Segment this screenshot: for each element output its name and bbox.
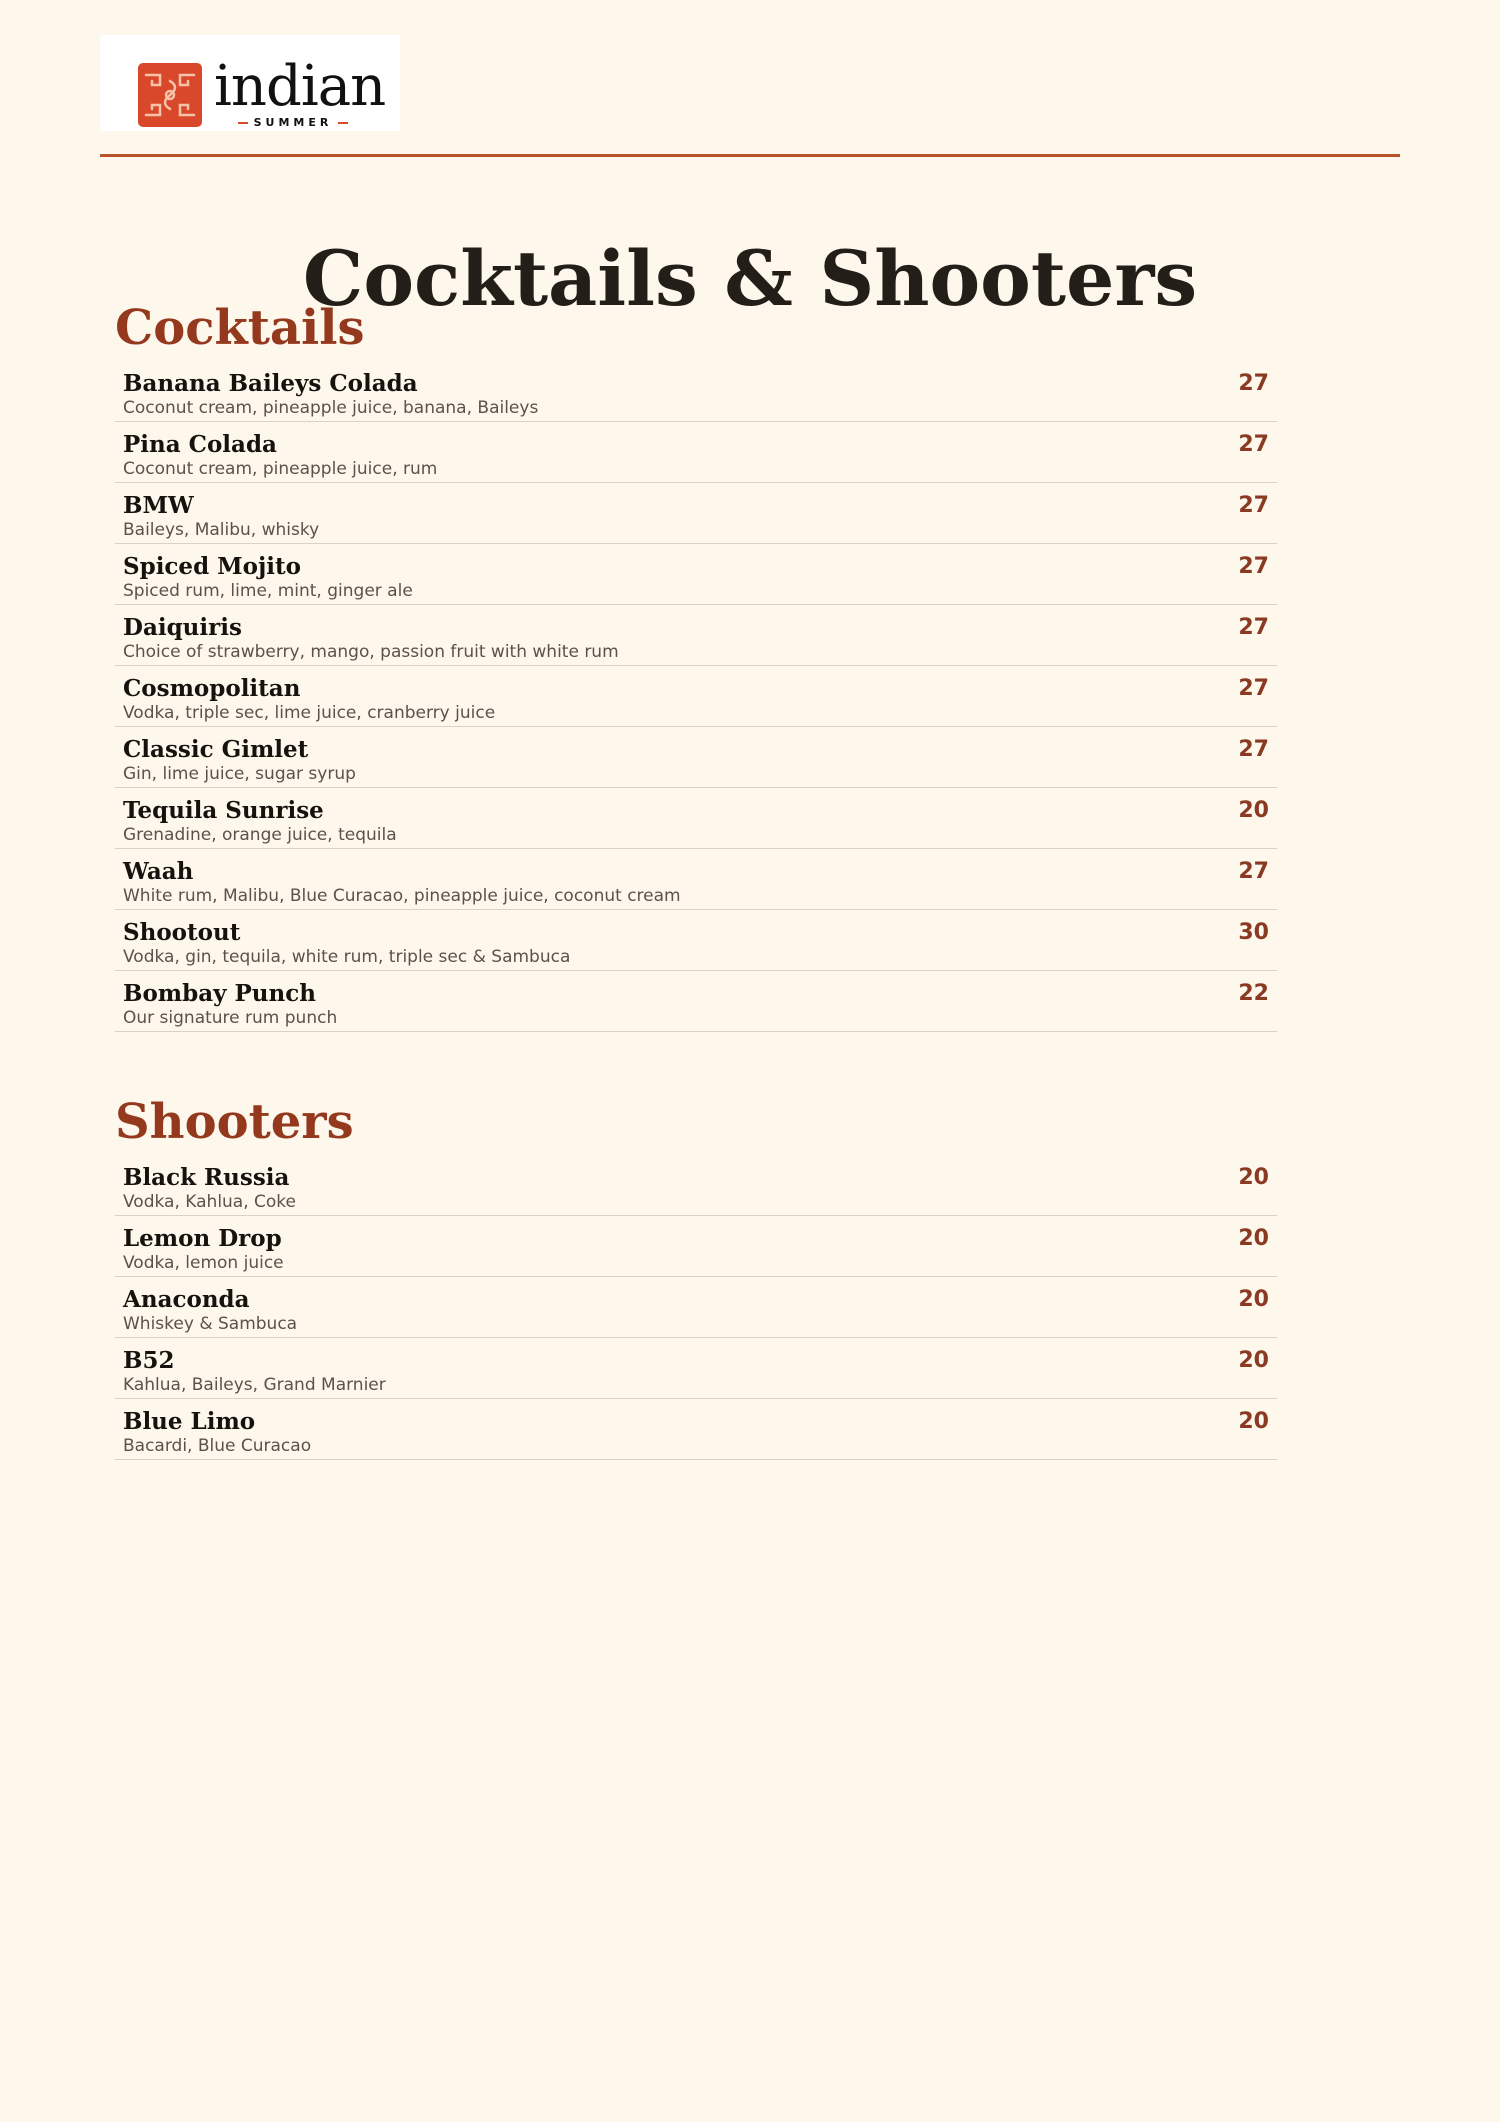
item-price: 20 [1238, 1226, 1269, 1251]
header-divider [100, 154, 1400, 157]
menu-item [115, 1400, 1277, 1460]
item-price: 27 [1238, 676, 1269, 701]
item-description: Kahlua, Baileys, Grand Marnier [123, 1375, 386, 1395]
item-name: Blue Limo [123, 1408, 256, 1435]
section-heading: Shooters [115, 1094, 354, 1150]
section-cocktails [115, 296, 1277, 1033]
section-heading: Cocktails [115, 300, 365, 356]
item-name: Anaconda [123, 1286, 250, 1313]
item-description: Gin, lime juice, sugar syrup [123, 764, 356, 784]
item-description: White rum, Malibu, Blue Curacao, pineapple juice, coconut cream [123, 886, 681, 906]
item-price: 30 [1238, 920, 1269, 945]
item-description: Grenadine, orange juice, tequila [123, 825, 397, 845]
item-name: Spiced Mojito [123, 553, 301, 580]
menu-item [115, 911, 1277, 971]
item-name: Lemon Drop [123, 1225, 282, 1252]
item-price: 27 [1238, 493, 1269, 518]
menu-item [115, 1278, 1277, 1338]
item-name: Black Russia [123, 1164, 290, 1191]
menu-list [115, 1156, 1277, 1460]
logo-subtitle: SUMMER [218, 117, 368, 129]
menu-list [115, 362, 1277, 1032]
item-name: Banana Baileys Colada [123, 370, 418, 397]
logo [100, 35, 400, 131]
item-description: Vodka, lemon juice [123, 1253, 284, 1273]
item-description: Baileys, Malibu, whisky [123, 520, 320, 540]
item-price: 20 [1238, 1409, 1269, 1434]
item-name: Daiquiris [123, 614, 242, 641]
logo-wordmark: indian [214, 54, 386, 119]
item-description: Coconut cream, pineapple juice, banana, Baileys [123, 398, 539, 418]
section-shooters [115, 1090, 1277, 1461]
menu-item [115, 1217, 1277, 1277]
item-description: Spiced rum, lime, mint, ginger ale [123, 581, 413, 601]
item-description: Vodka, gin, tequila, white rum, triple sec & Sambuca [123, 947, 571, 967]
item-price: 20 [1238, 798, 1269, 823]
item-description: Coconut cream, pineapple juice, rum [123, 459, 438, 479]
item-name: Shootout [123, 919, 241, 946]
item-price: 27 [1238, 737, 1269, 762]
item-name: Cosmopolitan [123, 675, 301, 702]
menu-item [115, 606, 1277, 666]
item-price: 22 [1238, 981, 1269, 1006]
menu-item [115, 728, 1277, 788]
menu-item [115, 850, 1277, 910]
menu-item [115, 484, 1277, 544]
item-price: 27 [1238, 554, 1269, 579]
item-name: Tequila Sunrise [123, 797, 324, 824]
item-description: Whiskey & Sambuca [123, 1314, 298, 1334]
item-description: Vodka, triple sec, lime juice, cranberry juice [123, 703, 496, 723]
page-title: Cocktails & Shooters [302, 233, 1198, 323]
item-name: BMW [123, 492, 194, 519]
menu-item [115, 972, 1277, 1032]
menu-item [115, 545, 1277, 605]
item-price: 20 [1238, 1287, 1269, 1312]
item-price: 20 [1238, 1165, 1269, 1190]
item-description: Vodka, Kahlua, Coke [123, 1192, 297, 1212]
item-description: Bacardi, Blue Curacao [123, 1436, 312, 1456]
item-description: Choice of strawberry, mango, passion fruit with white rum [123, 642, 619, 662]
item-name: Classic Gimlet [123, 736, 309, 763]
item-price: 27 [1238, 615, 1269, 640]
item-name: B52 [123, 1347, 175, 1374]
item-price: 27 [1238, 859, 1269, 884]
menu-item [115, 667, 1277, 727]
item-price: 27 [1238, 432, 1269, 457]
item-price: 27 [1238, 371, 1269, 396]
item-price: 20 [1238, 1348, 1269, 1373]
item-name: Bombay Punch [123, 980, 316, 1007]
menu-item [115, 1339, 1277, 1399]
menu-item [115, 1156, 1277, 1216]
item-name: Pina Colada [123, 431, 277, 458]
menu-item [115, 789, 1277, 849]
menu-item [115, 423, 1277, 483]
item-description: Our signature rum punch [123, 1008, 338, 1028]
indian-summer-logo-icon [138, 63, 202, 127]
item-name: Waah [123, 858, 194, 885]
menu-item [115, 362, 1277, 422]
